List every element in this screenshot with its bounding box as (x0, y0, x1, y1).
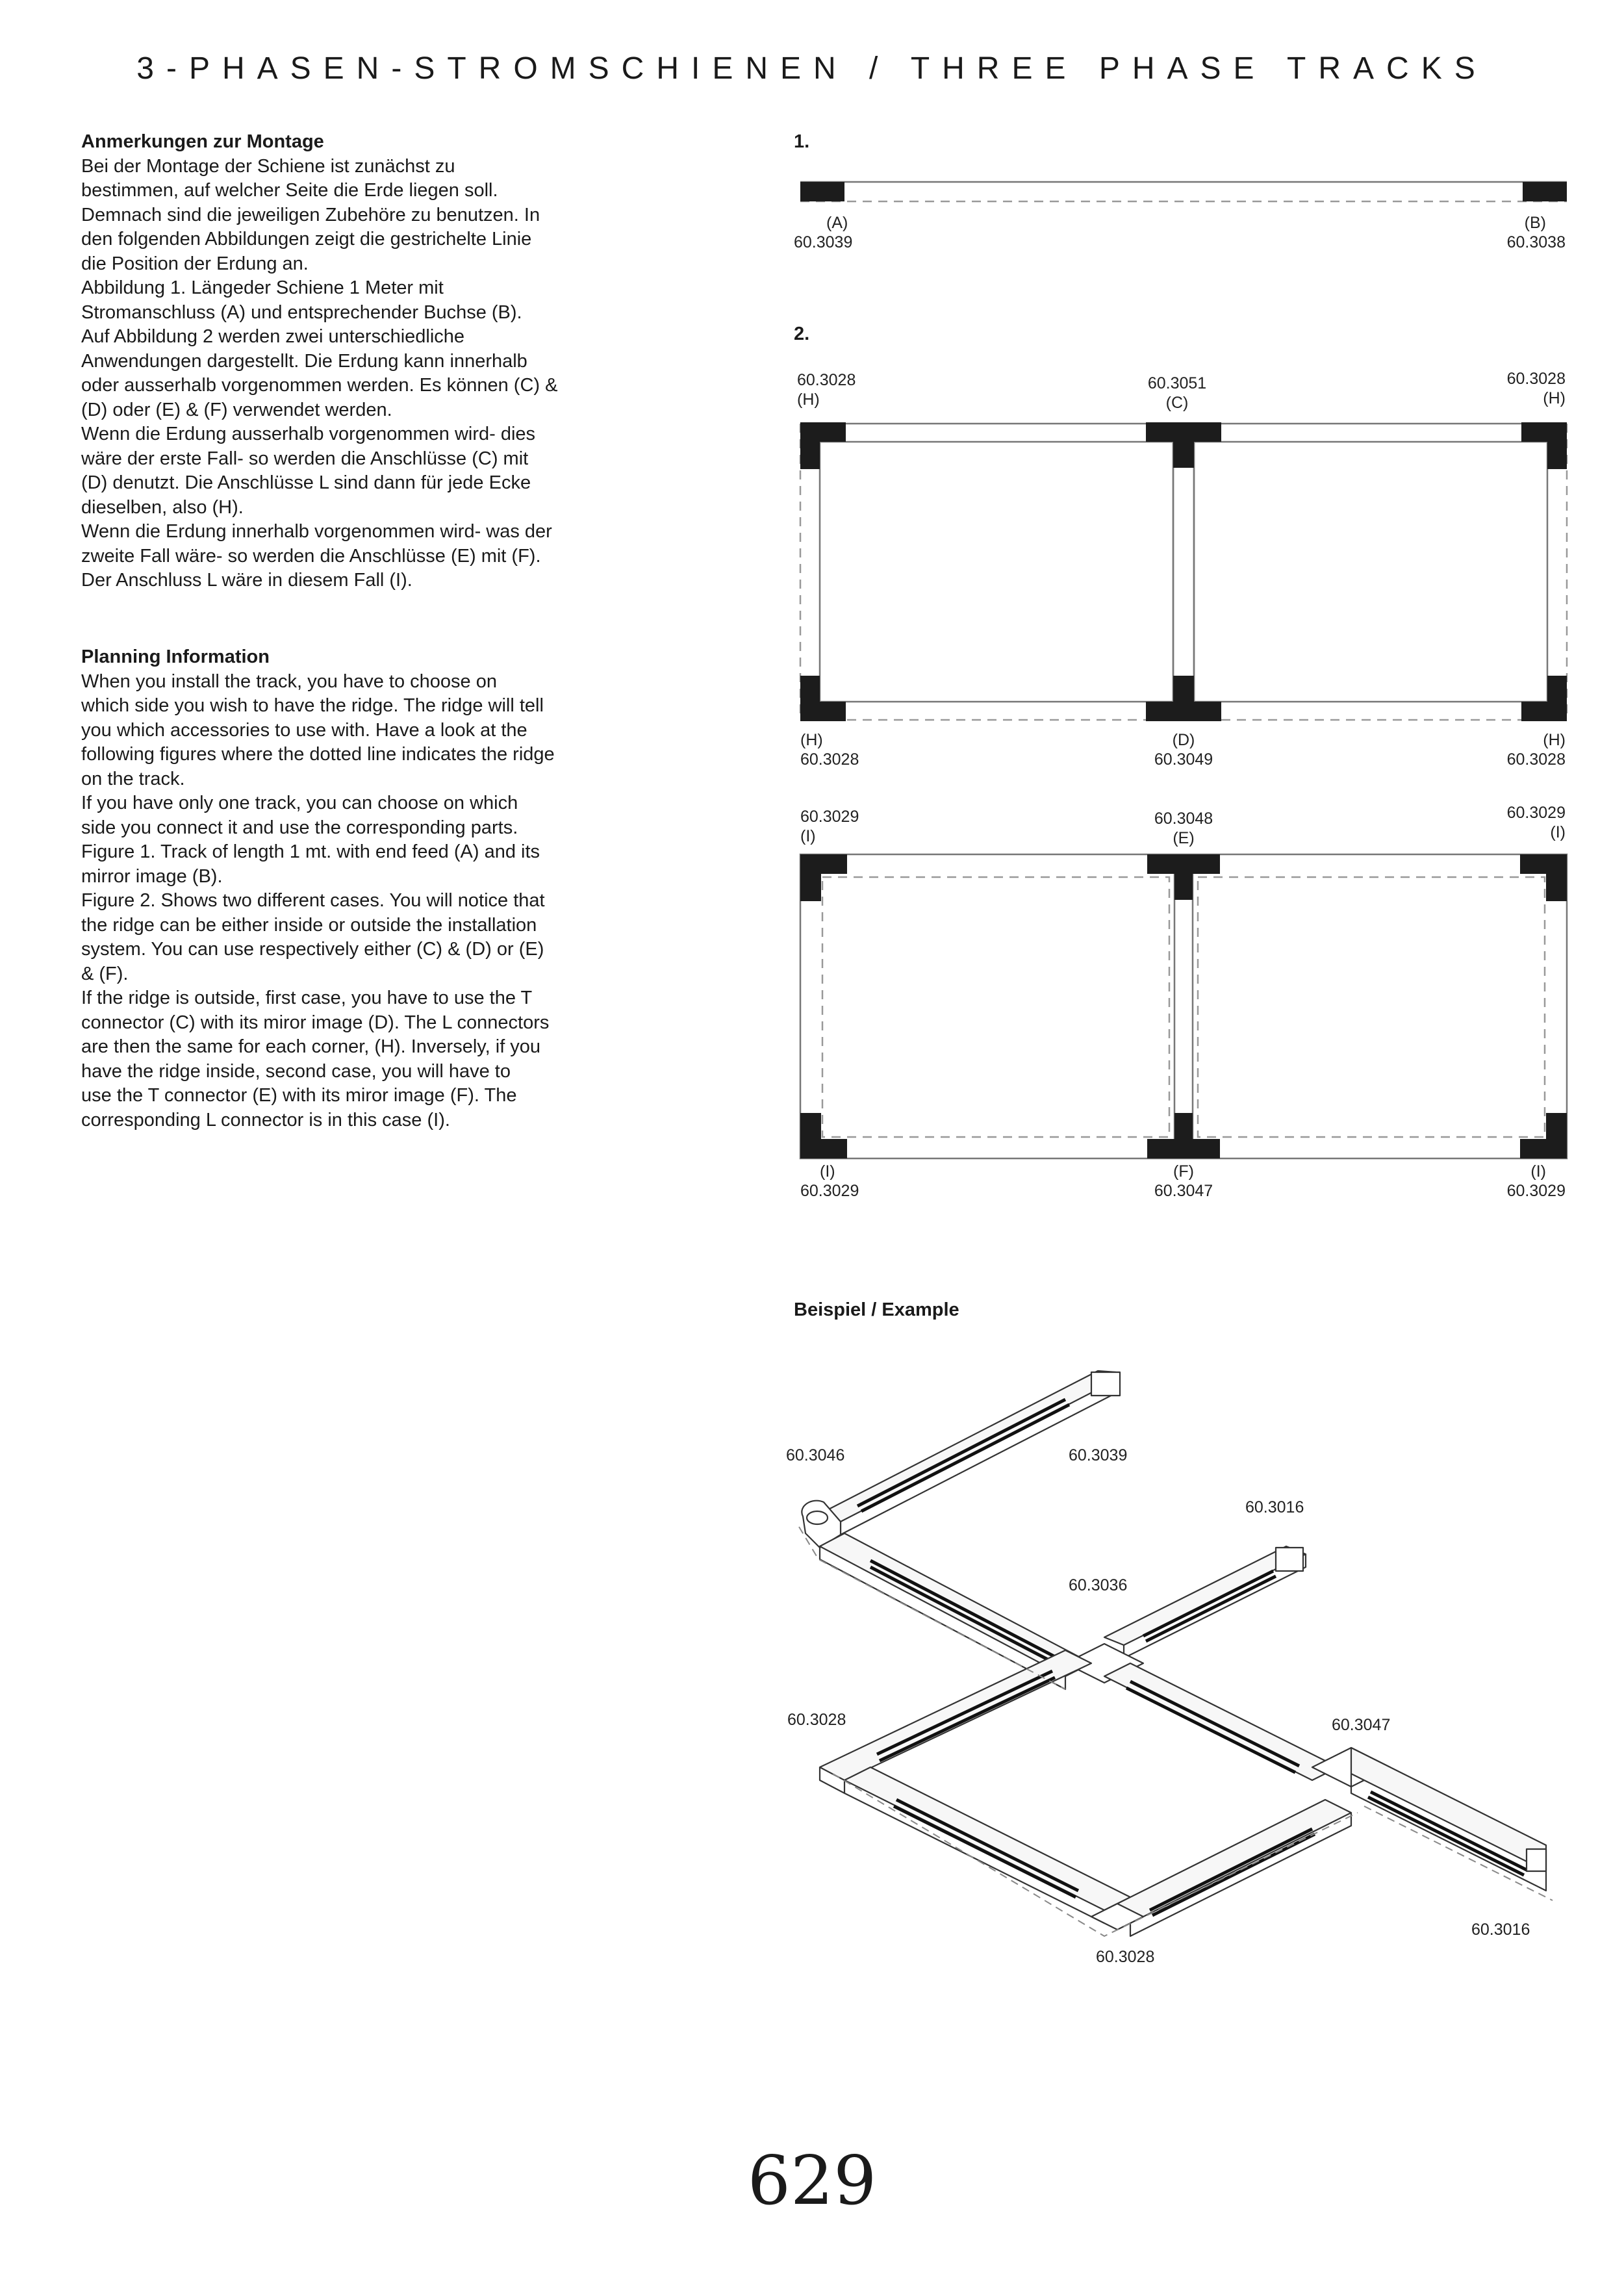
code: 60.3028 (797, 371, 856, 389)
fig1-left-label (794, 213, 872, 252)
code: 60.3051 (1147, 374, 1207, 392)
caseh-top-left (797, 370, 856, 409)
letter: (H) (797, 390, 820, 409)
code: 60.3049 (1154, 750, 1213, 769)
letter: (H) (1543, 731, 1566, 749)
l-connector (800, 422, 846, 469)
example-heading: Beispiel / Example (794, 1299, 959, 1320)
t-connector (1147, 1113, 1220, 1158)
casei-bot-left (800, 1162, 859, 1201)
l-connector (1521, 676, 1567, 721)
letter: (E) (1173, 829, 1195, 847)
l-connector (1521, 422, 1567, 469)
letter: (C) (1165, 394, 1189, 412)
english-heading: Planning Information (81, 646, 270, 667)
l-connector (800, 1113, 847, 1158)
code: 60.3028 (800, 750, 859, 769)
figure1-track (800, 182, 1567, 201)
caseh-bot-mid (1138, 730, 1229, 769)
casei-bot-right (1475, 1162, 1566, 1201)
casei-top-mid (1138, 809, 1229, 848)
fig1-right-code: 60.3038 (1506, 233, 1566, 251)
fig1-left-code: 60.3039 (794, 233, 853, 251)
english-body: When you install the track, you have to choose on which side you wish to have the ridge. The ridge will tell you which accessories to use with. Have a look at the following figures where the dotted line indicates the ridge on the track. If you have only one track, you can choose on which side you connect it and use the corresponding parts. Figure 1. Track of length 1 mt. with end feed (A) and its mirror image (B). Figure 2. Shows two different cases. You will notice that the ridge can be either inside or outside the installation system. You can use respectively either (C) & (D) or (E) & (F). If the ridge is outside, first case, you have to use the T connector (C) with its miror image (D). The L connectors are then the same for each corner, (H). Inversely, if you have the ridge inside, second case, you will have to use the T connector (E) with its miror image (F). The corresponding L connector is in this case (I). (81, 671, 555, 1131)
code: 60.3029 (800, 808, 859, 826)
caseh-bot-left (800, 730, 859, 769)
letter: (H) (800, 731, 823, 749)
fig1-right-letter: (B) (1524, 214, 1546, 232)
code: 60.3029 (1506, 804, 1566, 822)
caseh-bot-right (1475, 730, 1566, 769)
t-connector (1146, 676, 1221, 721)
page-title: 3-PHASEN-STROMSCHIENEN / THREE PHASE TRACKS (136, 51, 1488, 86)
letter: (I) (800, 827, 816, 845)
caseh-top-mid (1132, 374, 1223, 413)
example-label-60-3039: 60.3039 (1069, 1446, 1128, 1464)
letter: (D) (1172, 731, 1195, 749)
figure2-label: 2. (794, 324, 810, 344)
letter: (H) (1543, 389, 1566, 407)
letter: (F) (1173, 1162, 1194, 1181)
example-drawing (799, 1371, 1553, 1936)
letter: (I) (1550, 823, 1566, 841)
figure2-case-i (800, 854, 1567, 1158)
t-connector (1146, 422, 1221, 468)
caseh-top-right (1475, 369, 1566, 408)
l-connector (800, 676, 846, 721)
code: 60.3048 (1154, 810, 1213, 828)
fig1-left-letter: (A) (826, 214, 848, 232)
l-connector (1520, 1113, 1567, 1158)
figure2-case-h (800, 422, 1567, 721)
fig1-right-label (1481, 213, 1566, 252)
example-label-60-3016-top: 60.3016 (1245, 1498, 1304, 1516)
letter: (I) (1530, 1162, 1546, 1181)
casei-bot-mid (1138, 1162, 1229, 1201)
example-label-60-3016-bottom: 60.3016 (1471, 1921, 1530, 1939)
example-label-60-3046: 60.3046 (786, 1446, 845, 1464)
letter: (I) (820, 1162, 835, 1181)
german-body: Bei der Montage der Schiene ist zunächst zu bestimmen, auf welcher Seite die Erde liegen soll. Demnach sind die jeweiligen Zubehöre zu benutzen. In den folgenden Abbildungen zeigt die gestrichelte Linie die Position der Erdung an. Abbildung 1. Längeder Schiene 1 Meter mit Stromanschluss (A) und entsprechender Buchse (B). Auf Abbildung 2 werden zwei unterschiedliche Anwendungen dargestellt. Die Erdung kann innerhalb oder ausserhalb vorgenommen werden. Es können (C) & (D) oder (E) & (F) verwendet werden. Wenn die Erdung ausserhalb vorgenommen wird- dies wäre der erste Fall- so werden die Anschlüsse (C) mit (D) denutzt. Die Anschlüsse L sind dann für jede Ecke dieselben, also (H). Wenn die Erdung innerhalb vorgenommen wird- was der zweite Fall wäre- so werden die Anschlüsse (E) mit (F). Der Anschluss L wäre in diesem Fall (I). (81, 155, 558, 591)
code: 60.3028 (1506, 750, 1566, 769)
casei-top-left (800, 807, 859, 846)
figure1-label: 1. (794, 131, 810, 152)
end-feed-a (800, 182, 844, 201)
example-label-60-3028-bottom: 60.3028 (1096, 1948, 1155, 1966)
casei-top-right (1475, 803, 1566, 842)
page-number: 629 (747, 2141, 877, 2220)
code: 60.3029 (1506, 1182, 1566, 1200)
code: 60.3028 (1506, 370, 1566, 388)
end-feed-b (1523, 182, 1567, 201)
example-label-60-3028-left: 60.3028 (787, 1711, 846, 1729)
code: 60.3047 (1154, 1182, 1213, 1200)
german-heading: Anmerkungen zur Montage (81, 131, 324, 152)
code: 60.3029 (800, 1182, 859, 1200)
example-label-60-3036: 60.3036 (1069, 1576, 1128, 1594)
example-label-60-3047: 60.3047 (1332, 1716, 1391, 1734)
